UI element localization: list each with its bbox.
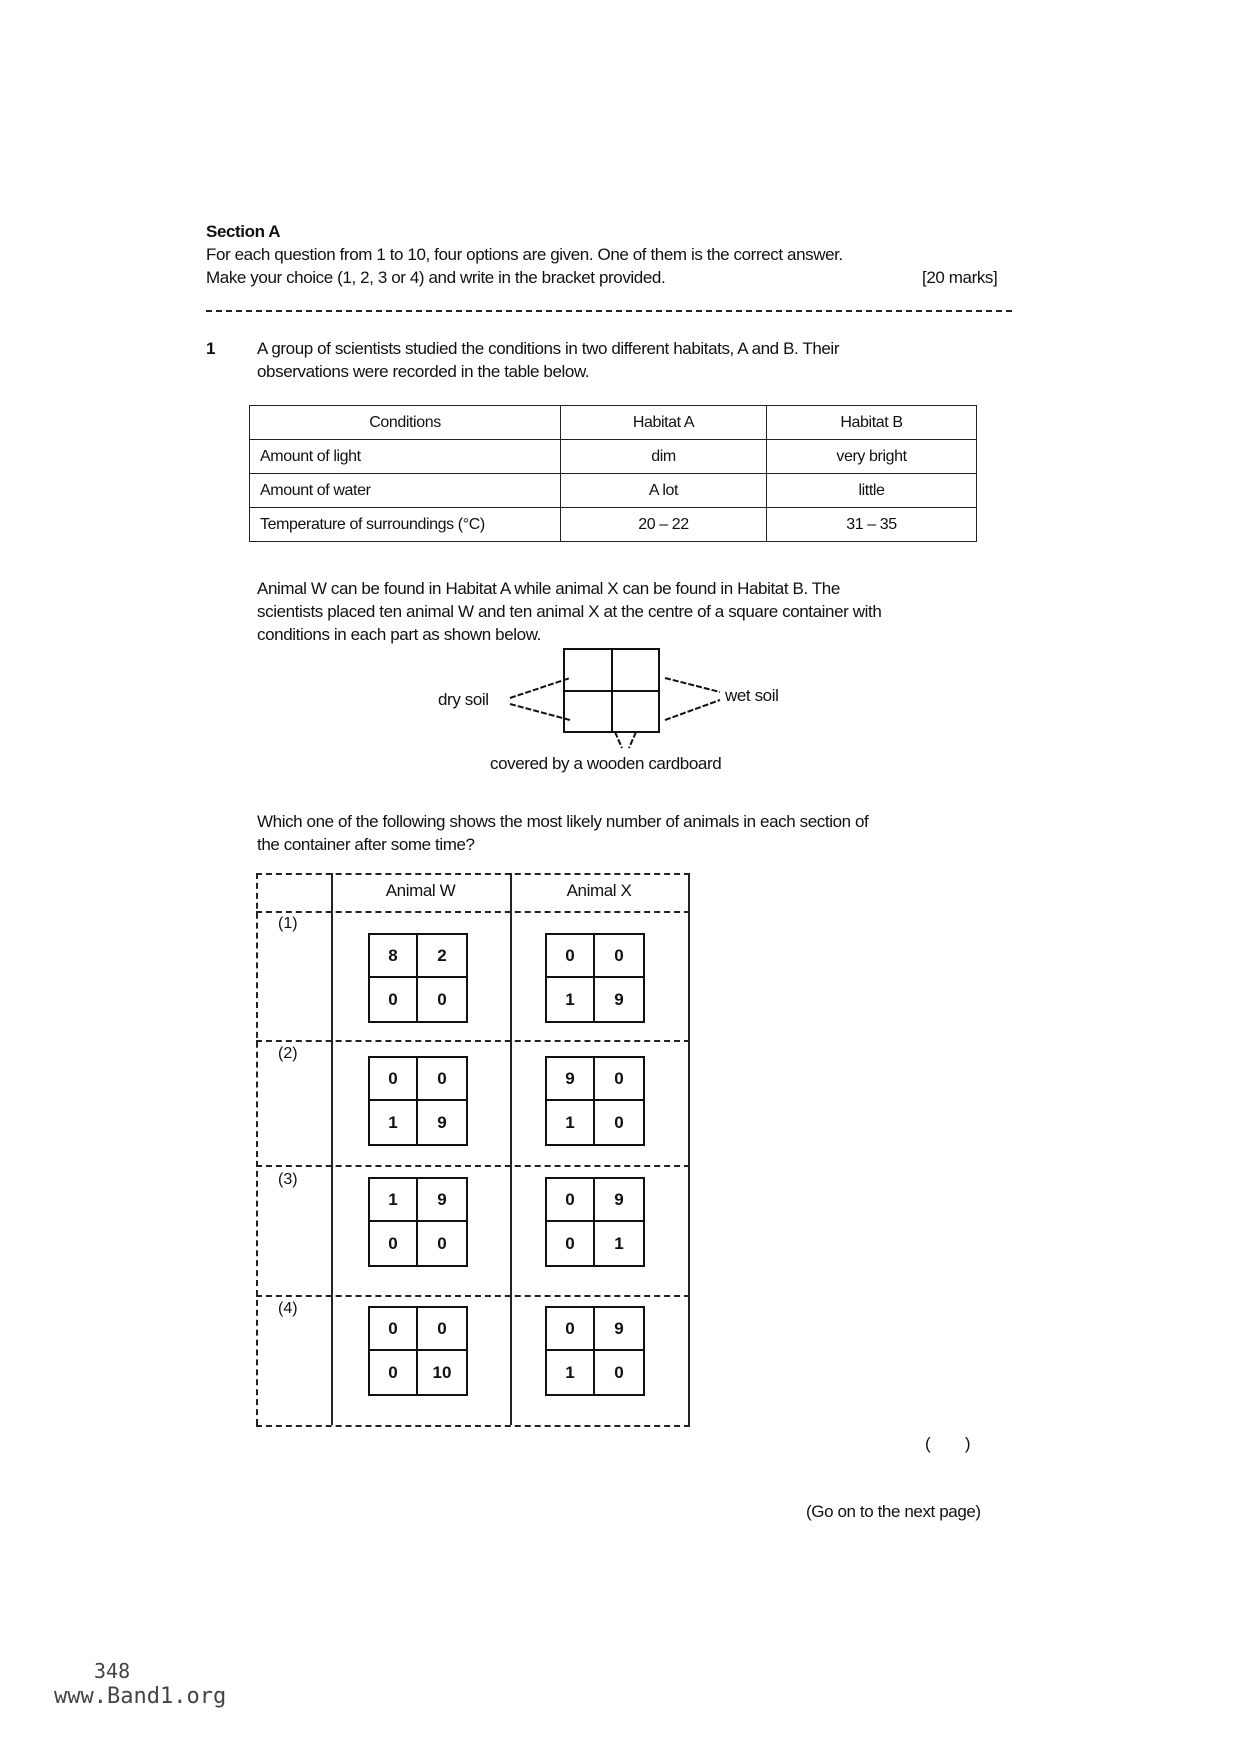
option-label: (4) [278, 1300, 298, 1317]
animal-w-grid [368, 933, 468, 1023]
count-cell: 9 [437, 1112, 447, 1132]
header-habitat-b: Habitat B [767, 406, 977, 440]
question-intro-line2: observations were recorded in the table below. [257, 362, 590, 381]
paragraph-line2: scientists placed ten animal W and ten animal X at the centre of a square container with [257, 602, 882, 621]
count-cell: 9 [614, 989, 624, 1009]
count-cell: 0 [370, 1351, 418, 1394]
option-label: (2) [278, 1045, 298, 1062]
habitat-a-value: A lot [561, 474, 767, 508]
label-dry-soil: dry soil [438, 690, 489, 709]
option-label: (3) [278, 1171, 298, 1188]
habitat-b-value: 31 – 35 [767, 508, 977, 542]
animal-x-grid [545, 933, 645, 1023]
count-cell: 9 [547, 1058, 595, 1101]
count-cell: 1 [547, 1101, 595, 1144]
count-cell: 0 [418, 1308, 466, 1351]
animal-w-grid [368, 1056, 468, 1146]
count-cell: 9 [418, 1179, 466, 1222]
animal-w-grid [368, 1177, 468, 1267]
prompt-line2: the container after some time? [257, 835, 475, 854]
option-label: (1) [278, 915, 298, 932]
answer-bracket[interactable]: ( ) [925, 1434, 971, 1453]
count-cell: 0 [547, 1308, 595, 1351]
animal-x-grid [545, 1056, 645, 1146]
question-intro-line1: A group of scientists studied the conditions in two different habitats, A and B. Their [257, 339, 840, 358]
count-cell: 0 [614, 1112, 624, 1132]
header-conditions: Conditions [250, 406, 561, 440]
section-instructions-line2: Make your choice (1, 2, 3 or 4) and write in the bracket provided. [206, 268, 666, 287]
row-label: Amount of water [250, 474, 561, 508]
label-wet-soil: wet soil [725, 686, 779, 705]
count-cell: 0 [437, 1233, 447, 1253]
animal-x-grid [545, 1306, 645, 1396]
section-title: Section A [206, 222, 281, 241]
count-cell: 0 [418, 1058, 466, 1101]
count-cell: 1 [547, 978, 595, 1021]
count-cell: 10 [432, 1362, 452, 1382]
label-wooden-cardboard: covered by a wooden cardboard [490, 754, 722, 773]
count-cell: 0 [595, 1058, 643, 1101]
prompt-line1: Which one of the following shows the most likely number of animals in each section of [257, 812, 869, 831]
paragraph-line3: conditions in each part as shown below. [257, 625, 541, 644]
animal-w-grid [368, 1306, 468, 1396]
habitat-a-value: dim [561, 440, 767, 474]
header-animal-w: Animal W [385, 881, 456, 900]
count-cell: 9 [595, 1308, 643, 1351]
count-cell: 0 [370, 978, 418, 1021]
count-cell: 0 [547, 935, 595, 978]
section-instructions-line1: For each question from 1 to 10, four options are given. One of them is the correct answer. [206, 245, 843, 264]
count-cell: 1 [370, 1101, 418, 1144]
website-watermark: www.Band1.org [54, 1684, 227, 1709]
count-cell: 0 [370, 1308, 418, 1351]
header-habitat-a: Habitat A [561, 406, 767, 440]
square-container [563, 648, 660, 733]
count-cell: 1 [614, 1233, 624, 1253]
header-animal-x: Animal X [566, 881, 632, 900]
continue-note: (Go on to the next page) [806, 1502, 981, 1521]
table-row [250, 508, 977, 542]
animal-x-grid [545, 1177, 645, 1267]
count-cell: 9 [595, 1179, 643, 1222]
count-cell: 0 [614, 1362, 624, 1382]
options-table [256, 873, 690, 1425]
conditions-table-header [250, 406, 977, 440]
habitat-b-value: little [767, 474, 977, 508]
habitat-a-value: 20 – 22 [561, 508, 767, 542]
count-cell: 0 [370, 1222, 418, 1265]
page-number: 348 [94, 1659, 131, 1683]
table-row [250, 440, 977, 474]
conditions-table [249, 405, 977, 542]
count-cell: 0 [595, 935, 643, 978]
table-row [250, 474, 977, 508]
count-cell: 0 [547, 1179, 595, 1222]
row-label: Temperature of surroundings (°C) [250, 508, 561, 542]
section-divider [206, 310, 1012, 312]
habitat-b-value: very bright [767, 440, 977, 474]
paragraph-line1: Animal W can be found in Habitat A while animal X can be found in Habitat B. The [257, 579, 840, 598]
count-cell: 1 [370, 1179, 418, 1222]
count-cell: 0 [437, 989, 447, 1009]
count-cell: 1 [547, 1351, 595, 1394]
section-marks: [20 marks] [922, 268, 998, 287]
count-cell: 8 [370, 935, 418, 978]
container-diagram [420, 640, 820, 790]
count-cell: 2 [418, 935, 466, 978]
question-number: 1 [206, 339, 216, 358]
count-cell: 0 [370, 1058, 418, 1101]
count-cell: 0 [547, 1222, 595, 1265]
row-label: Amount of light [250, 440, 561, 474]
